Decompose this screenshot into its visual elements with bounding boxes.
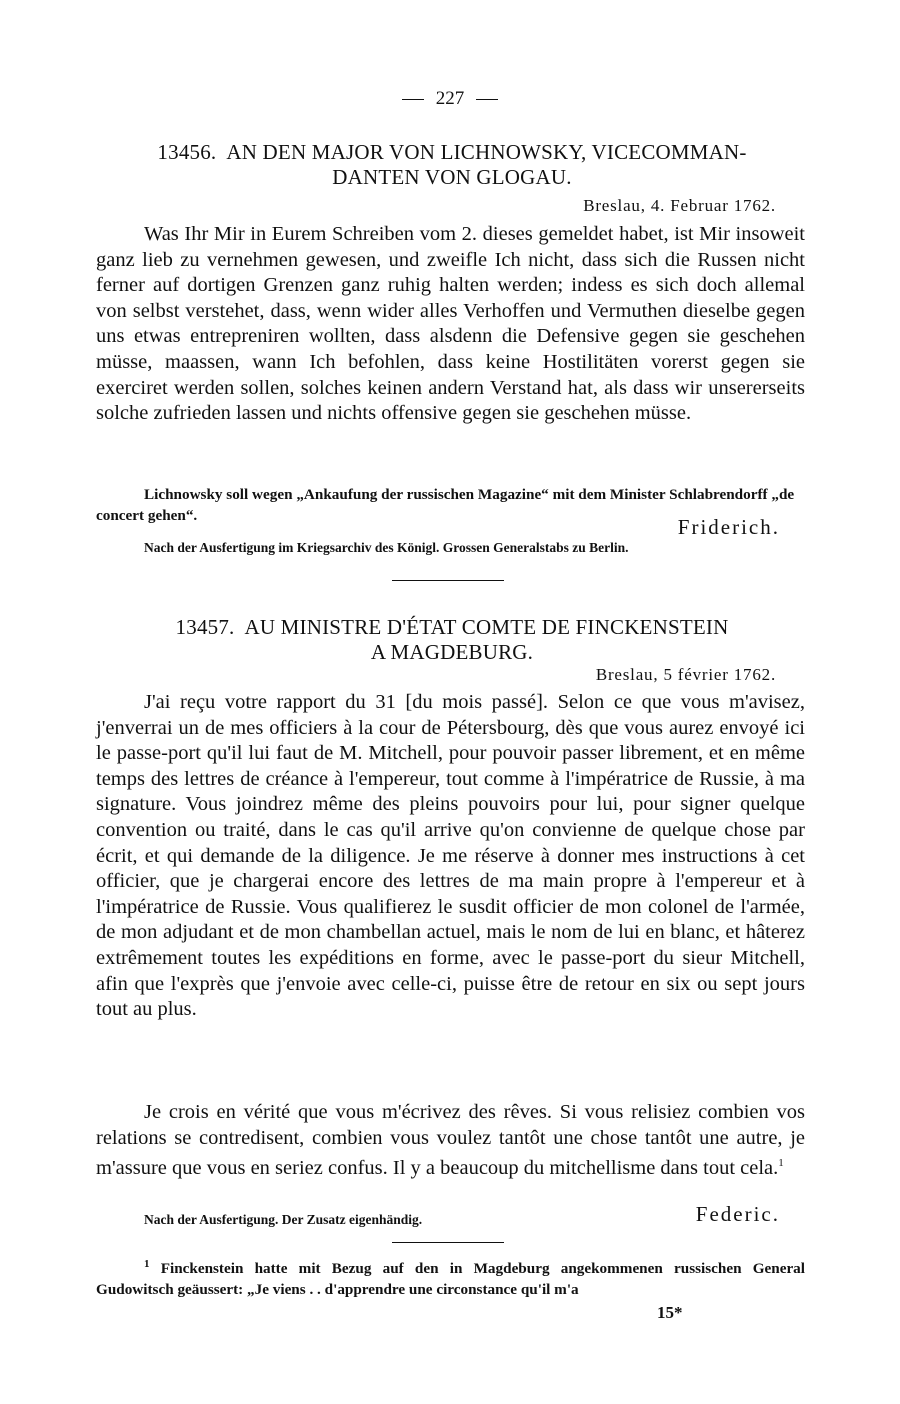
footnote: [96, 1254, 805, 1300]
letter2-paragraph1: J'ai reçu votre rapport du 31 [du mois passé]. Selon ce que vous m'avisez, j'enverrai un de mes officiers à la cour de Pétersbourg, dès que vous aurez envoyé ici le passe-port qu'il lui faut de M. Mitchell, pour pouvoir passer librement, et en même temps des lettres de créance à l'empereur, tout comme à l'impératrice de Russie, à ma signature. Vous joindrez même des pleins pouvoirs pour lui, pour signer quelque convention ou traité, dans le cas qu'il arrive qu'on convienne de quelque chose par écrit, et qui demande de la diligence. Je me réserve à donner mes instructions à cet officier, que je chargerai encore des lettres de ma main propre à l'empereur et à l'impératrice de Russie. Vous qualifierez le susdit officier de mon colonel de l'armée, de mon adjudant et de mon chambellan actuel, mais le nom de lui en blanc, et hâterez extrêmement toutes les expéditions en forme, avec le passe-port du sieur Mitchell, afin que l'exprès que j'envoie avec celle-ci, puisse être de retour en six ou sept jours tout au plus.: [96, 691, 805, 1021]
letter2-paragraph2: [96, 1100, 805, 1182]
footnote-reference: 1: [778, 1157, 784, 1170]
letter1-paragraph: Was Ihr Mir in Eurem Schreiben vom 2. dieses gemeldet habet, ist Mir insoweit ganz lieb zu vernehmen gewesen, und zweifle Ich nicht, dass sich die Russen nicht ferner auf dortigen Grenzen ganz ruhig halten werden; indess es sich doch allemal von selbst verstehet, dass, wenn wider alles Verhoffen und Vermuthen dieselbe gegen uns etwas entrepreniren wollten, dass alsdenn die Defensive gegen sie geschehen müsse, maassen, wann Ich befohlen, dass keine Hostilitäten vorerst gegen sie exerciret werden sollen, solches keinen andern Verstand hat, als dass wir unsererseits solche zufrieden lassen und nichts offensive gegen sie geschehen müsse.: [96, 223, 805, 425]
letter1-source: Nach der Ausfertigung im Kriegsarchiv des Königl. Grossen Generalstabs zu Berlin.: [144, 540, 629, 555]
footnote-paragraph: [96, 1254, 805, 1300]
page-number: [0, 88, 900, 110]
footnote-divider: [392, 1242, 504, 1243]
letter1-number: 13456.: [157, 140, 217, 164]
footnote-text: Finckenstein hatte mit Bezug auf den in Magdeburg angekommenen russischen General Gudowitsch geäussert: „Je viens . . d'apprendre une circonstance qu'il m'a: [96, 1260, 806, 1299]
letter2-source: Nach der Ausfertigung. Der Zusatz eigenhändig.: [144, 1212, 423, 1227]
letter2-heading: [96, 615, 808, 665]
letter1-heading-line2: DANTEN VON GLOGAU.: [332, 165, 572, 189]
letter2-postscript: [96, 1100, 805, 1182]
page-number-dash-right: [476, 99, 498, 100]
letter2-signature: Federic.: [695, 1202, 780, 1226]
section-divider: [392, 580, 504, 581]
letter2-dateline: Breslau, 5 février 1762.: [595, 665, 776, 684]
letter1-signature: Friderich.: [677, 515, 780, 539]
footnote-marker: 1: [144, 1258, 150, 1270]
letter1-note-text: Lichnowsky soll wegen „Ankaufung der russischen Magazine“ mit dem Minister Schlabrendorff „de concert gehen“.: [96, 486, 795, 524]
letter1-heading-text1: AN DEN MAJOR VON LICHNOWSKY, VICECOMMAN-: [226, 140, 747, 164]
signature-mark: 15*: [657, 1303, 683, 1322]
letter2-paragraph2-text: Je crois en vérité que vous m'écrivez des rêves. Si vous relisiez combien vos relations se contredisent, combien vous voulez tantôt une chose tantôt une autre, je m'assure que vous en seriez confus. Il y a beaucoup du mitchellisme dans tout cela.: [96, 1101, 805, 1180]
letter2-body: [96, 690, 805, 1023]
letter1-dateline: Breslau, 4. Februar 1762.: [583, 196, 776, 215]
letter1-body: [96, 222, 805, 427]
letter2-heading-line2: A MAGDEBURG.: [370, 640, 534, 664]
letter2-heading-text1: AU MINISTRE D'ÉTAT COMTE DE FINCKENSTEIN: [244, 615, 729, 639]
letter2-number: 13457.: [175, 615, 235, 639]
letter2-heading-line1: [96, 615, 808, 640]
letter1-heading-line1: [96, 140, 808, 165]
page-number-text: 227: [435, 88, 465, 109]
page-number-dash-left: [402, 99, 424, 100]
letter1-heading: [96, 140, 808, 190]
